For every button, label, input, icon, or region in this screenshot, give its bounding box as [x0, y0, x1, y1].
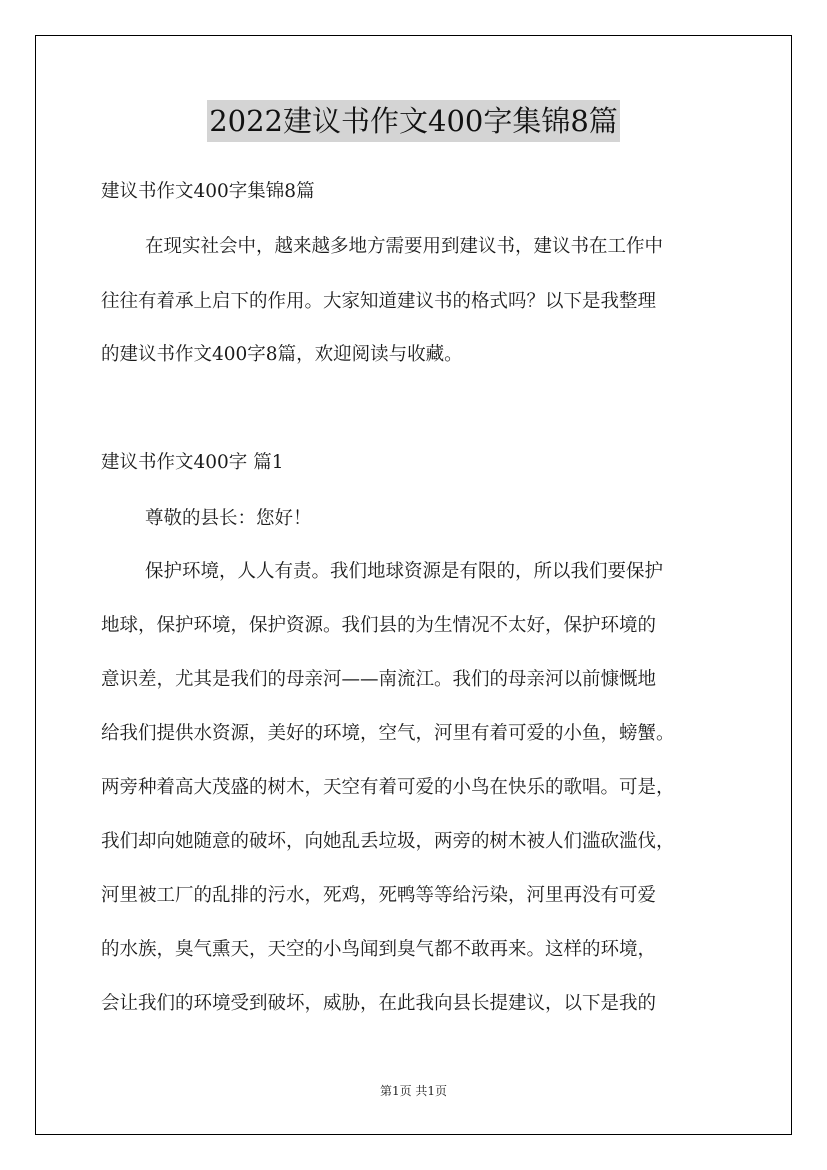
body-line-1: 保护环境，人人有责。我们地球资源是有限的，所以我们要保护: [145, 561, 664, 582]
body-line-9: 会让我们的环境受到破坏，威胁，在此我向县长提建议，以下是我的: [101, 993, 657, 1014]
intro-line-1: 在现实社会中，越来越多地方需要用到建议书，建议书在工作中: [145, 236, 664, 257]
body-line-3: 意识差，尤其是我们的母亲河——南流江。我们的母亲河以前慷慨地: [101, 669, 657, 690]
body-line-7: 河里被工厂的乱排的污水，死鸡，死鸭等等给污染，河里再没有可爱: [101, 885, 657, 906]
body-line-8: 的水族，臭气熏天，天空的小鸟闻到臭气都不敢再来。这样的环境，: [101, 939, 657, 960]
body-line-2: 地球，保护环境，保护资源。我们县的为生情况不太好，保护环境的: [101, 615, 657, 636]
page-footer: 第1页 共1页: [379, 1084, 448, 1098]
section-heading: 建议书作文400字 篇1: [101, 452, 284, 473]
greeting: 尊敬的县长：您好！: [145, 508, 312, 529]
document-title: 2022建议书作文400字集锦8篇: [207, 100, 620, 142]
intro-line-2: 往往有着承上启下的作用。大家知道建议书的格式吗？以下是我整理: [101, 291, 657, 312]
title-container: [0, 100, 827, 142]
body-line-5: 两旁种着高大茂盛的树木，天空有着可爱的小鸟在快乐的歌唱。可是，: [101, 777, 675, 798]
subtitle: 建议书作文400字集锦8篇: [101, 181, 315, 202]
body-line-4: 给我们提供水资源，美好的环境，空气，河里有着可爱的小鱼，螃蟹。: [101, 723, 675, 744]
intro-line-3: 的建议书作文400字8篇，欢迎阅读与收藏。: [101, 344, 463, 365]
body-line-6: 我们却向她随意的破坏，向她乱丢垃圾，两旁的树木被人们滥砍滥伐，: [101, 831, 675, 852]
